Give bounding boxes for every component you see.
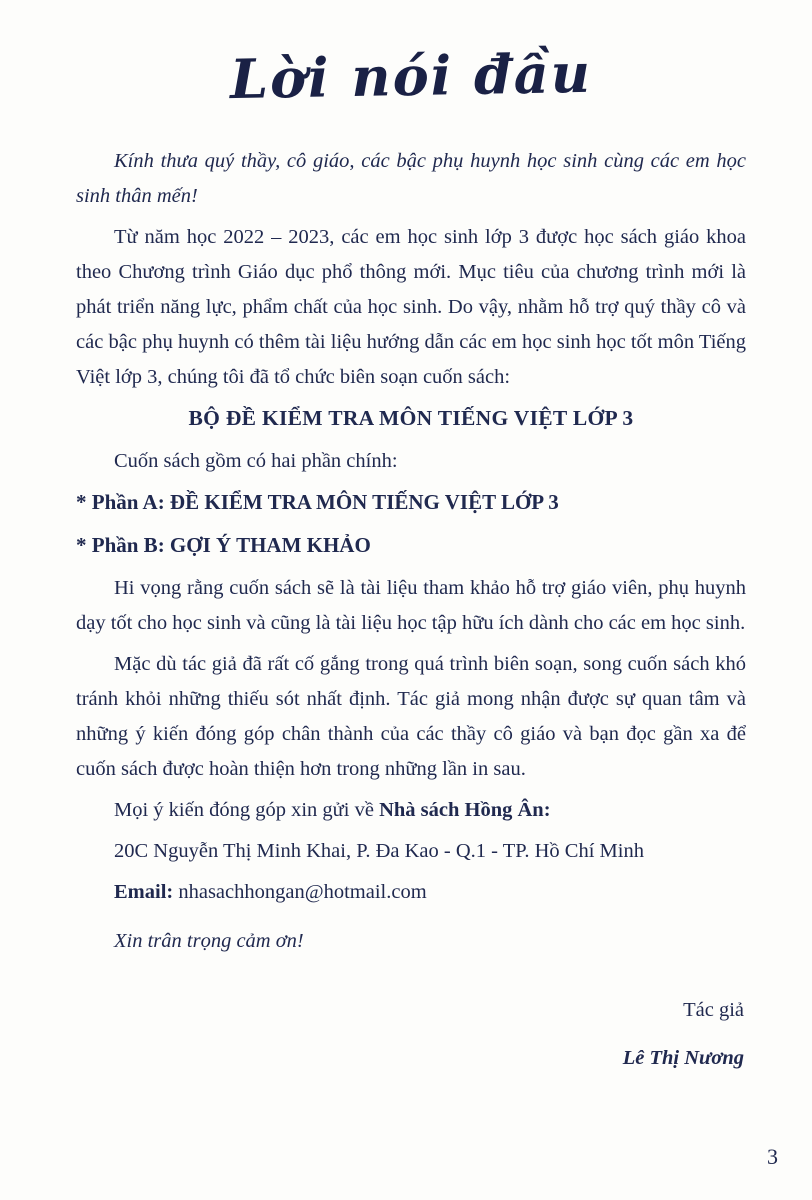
address-line: 20C Nguyễn Thị Minh Khai, P. Đa Kao - Q.1 - TP. Hồ Chí Minh: [114, 840, 644, 862]
part-b-line: * Phần B: GỢI Ý THAM KHẢO: [76, 533, 371, 557]
page-title: Lời nói đầu: [229, 40, 593, 112]
author-label: Tác giả: [683, 999, 744, 1021]
email-value: nhasachhongan@hotmail.com: [178, 881, 427, 903]
closing-line: Xin trân trọng cảm ơn!: [114, 930, 304, 952]
email-line: [76, 875, 746, 910]
email-label: Email:: [114, 881, 174, 903]
intro-paragraph: Từ năm học 2022 – 2023, các em học sinh lớp 3 được học sách giáo khoa theo Chương trình Giáo dục phổ thông mới. Mục tiêu của chương trình mới là phát triển năng lực, phẩm chất của học sinh. Do vậy, nhằm hỗ trợ quý thầy cô và các bậc phụ huynh có thêm tài liệu hướng dẫn các em học sinh học tốt môn Tiếng Việt lớp 3, chúng tôi đã tổ chức biên soạn cuốn sách:: [76, 226, 746, 388]
apology-paragraph: Mặc dù tác giả đã rất cố gắng trong quá trình biên soạn, song cuốn sách khó tránh khỏi những thiếu sót nhất định. Tác giả mong nhận được sự quan tâm và những ý kiến đóng góp chân thành của các thầy cô giáo và bạn đọc gần xa để cuốn sách được hoàn thiện hơn trong những lần in sau.: [76, 653, 746, 780]
parts-intro-line: Cuốn sách gồm có hai phần chính:: [114, 450, 398, 472]
page-number: 3: [767, 1144, 778, 1169]
salutation-paragraph: Kính thưa quý thầy, cô giáo, các bậc phụ huynh học sinh cùng các em học sinh thân mến!: [76, 150, 746, 207]
author-name: Lê Thị Nương: [622, 1047, 744, 1069]
feedback-line: [76, 793, 746, 828]
feedback-recipient: Nhà sách Hồng Ân:: [379, 799, 551, 821]
book-title-heading: BỘ ĐỀ KIỂM TRA MÔN TIẾNG VIỆT LỚP 3: [188, 406, 634, 430]
author-block: [76, 991, 746, 1077]
hope-paragraph: Hi vọng rằng cuốn sách sẽ là tài liệu tham khảo hỗ trợ giáo viên, phụ huynh dạy tốt cho học sinh và cũng là tài liệu học tập hữu ích dành cho các em học sinh.: [76, 577, 746, 634]
part-a-line: * Phần A: ĐỀ KIỂM TRA MÔN TIẾNG VIỆT LỚP 3: [76, 490, 559, 514]
feedback-text: Mọi ý kiến đóng góp xin gửi về: [114, 799, 374, 821]
